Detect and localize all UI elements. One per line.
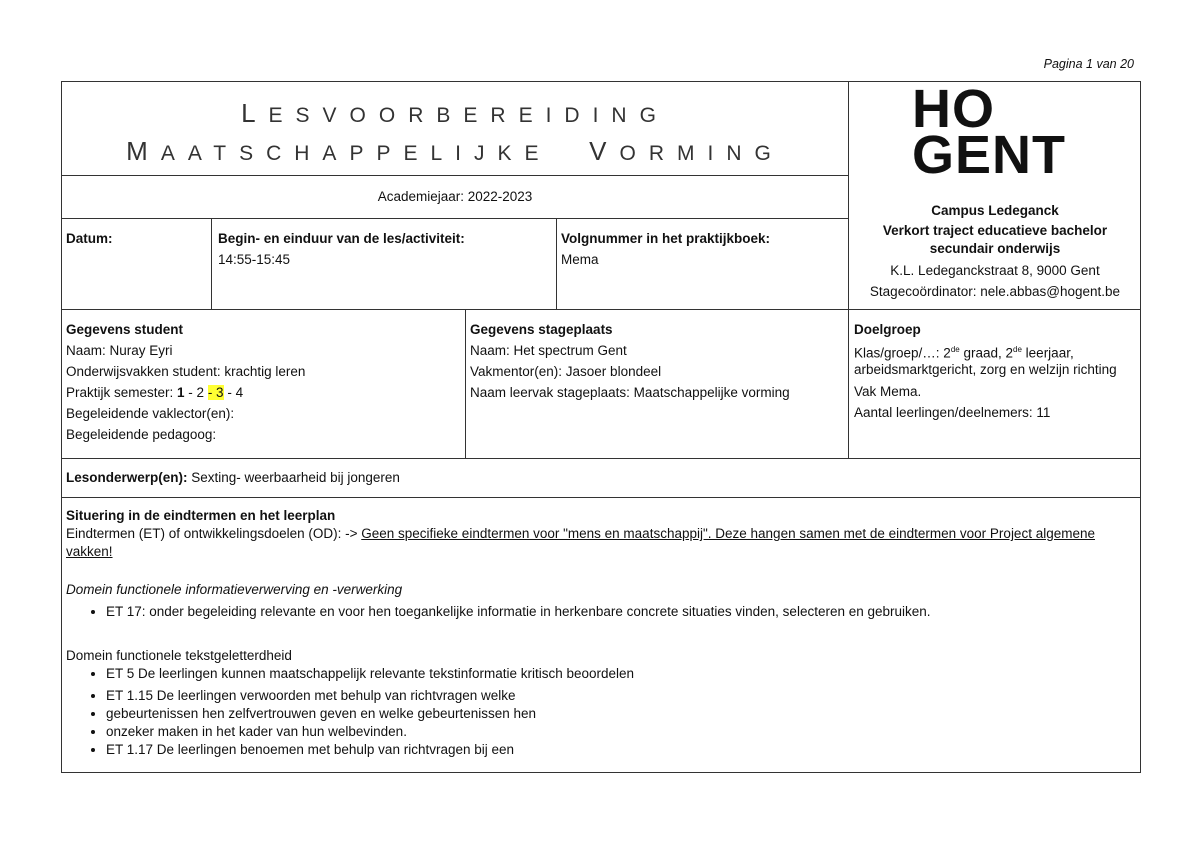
domain-2-heading: Domein functionele tekstgeletterdheid (66, 648, 292, 663)
target-heading: Doelgroep (854, 322, 921, 337)
internship-course: Naam leervak stageplaats: Maatschappelijke vorming (470, 385, 790, 400)
domain-1-list (66, 603, 1131, 621)
list-item: • onzeker maken in het kader van hun welbevinden. (106, 723, 1131, 741)
time-cell (218, 228, 465, 270)
student-subjects: Onderwijsvakken student: krachtig leren (66, 364, 306, 379)
student-lector: Begeleidende vaklector(en): (66, 406, 235, 421)
sequence-value: Mema (561, 252, 599, 267)
sequence-label: Volgnummer in het praktijkboek: (561, 231, 771, 246)
list-item: • ET 1.15 De leerlingen verwoorden met behulp van richtvragen welke (106, 687, 1131, 705)
divider (61, 309, 1141, 310)
situation-intro: Eindtermen (ET) of ontwikkelingsdoelen (OD): -> Geen specifieke eindtermen voor "mens en maatschappij". Deze hangen samen met de eindtermen voor Project algemene vakken! (66, 526, 1095, 559)
target-section (854, 319, 1138, 423)
target-class: Klas/groep/…: 2de graad, 2de leerjaar, arbeidsmarktgericht, zorg en welzijn richting (854, 345, 1117, 377)
time-value: 14:55-15:45 (218, 252, 291, 267)
student-name: Naam: Nuray Eyri (66, 343, 173, 358)
divider (848, 309, 849, 459)
situation-intro-link: Geen specifieke eindtermen voor "mens en maatschappij". Deze hangen samen met de eindtermen voor Project algemene vakken! (66, 526, 1095, 559)
date-label: Datum: (66, 231, 113, 246)
hogent-logo: HO GENT (912, 79, 1067, 185)
divider (61, 458, 1141, 459)
internship-mentor: Vakmentor(en): Jasoer blondeel (470, 364, 662, 379)
campus-coordinator: Stagecoördinator: nele.abbas@hogent.be (869, 284, 1121, 299)
document-title-line2: MAATSCHAPPELIJKE VORMING (126, 136, 784, 166)
time-label: Begin- en einduur van de les/activiteit: (218, 231, 465, 246)
divider (61, 497, 1141, 498)
student-semester: Praktijk semester: 1 - 2 - 3 - 4 (66, 385, 244, 400)
internship-name: Naam: Het spectrum Gent (470, 343, 627, 358)
divider (556, 218, 557, 310)
domain-2-list (66, 665, 1131, 759)
student-section (66, 319, 305, 445)
list-item: • gebeurtenissen hen zelfvertrouwen geven en welke gebeurtenissen hen (106, 705, 1131, 723)
list-item: • ET 1.17 De leerlingen benoemen met behulp van richtvragen bij een (106, 741, 1131, 759)
divider (465, 309, 466, 459)
internship-section (470, 319, 790, 403)
campus-name: Campus Ledeganck (931, 203, 1059, 218)
internship-heading: Gegevens stageplaats (470, 322, 613, 337)
student-heading: Gegevens student (66, 322, 184, 337)
academic-year: Academiejaar: 2022-2023 (377, 189, 533, 204)
student-pedagogue: Begeleidende pedagoog: (66, 427, 217, 442)
divider (61, 175, 849, 176)
divider (211, 218, 212, 310)
sequence-cell (561, 228, 770, 270)
lesson-topic: Lesonderwerp(en): Sexting- weerbaarheid bij jongeren (66, 470, 400, 485)
page-number: Pagina 1 van 20 (1043, 57, 1134, 71)
situation-heading: Situering in de eindtermen en het leerplan (66, 508, 336, 523)
campus-address: K.L. Ledeganckstraat 8, 9000 Gent (890, 263, 1100, 278)
campus-program: Verkort traject educatieve bachelor secundair onderwijs (882, 223, 1108, 256)
situation-section (66, 507, 1131, 759)
target-subject: Vak Mema. (854, 383, 922, 399)
divider (61, 218, 849, 219)
list-item: • ET 17: onder begeleiding relevante en voor hen toegankelijke informatie in herkenbare concrete situaties vinden, selecteren en gebruiken. (106, 603, 1131, 621)
list-item: • ET 5 De leerlingen kunnen maatschappelijk relevante tekstinformatie kritisch beoordelen (106, 665, 1131, 683)
target-count: Aantal leerlingen/deelnemers: 11 (854, 404, 1051, 420)
document-title-line1: LESVOORBEREIDING (241, 98, 669, 128)
domain-1-heading: Domein functionele informatieverwerving en -verwerking (66, 582, 403, 597)
